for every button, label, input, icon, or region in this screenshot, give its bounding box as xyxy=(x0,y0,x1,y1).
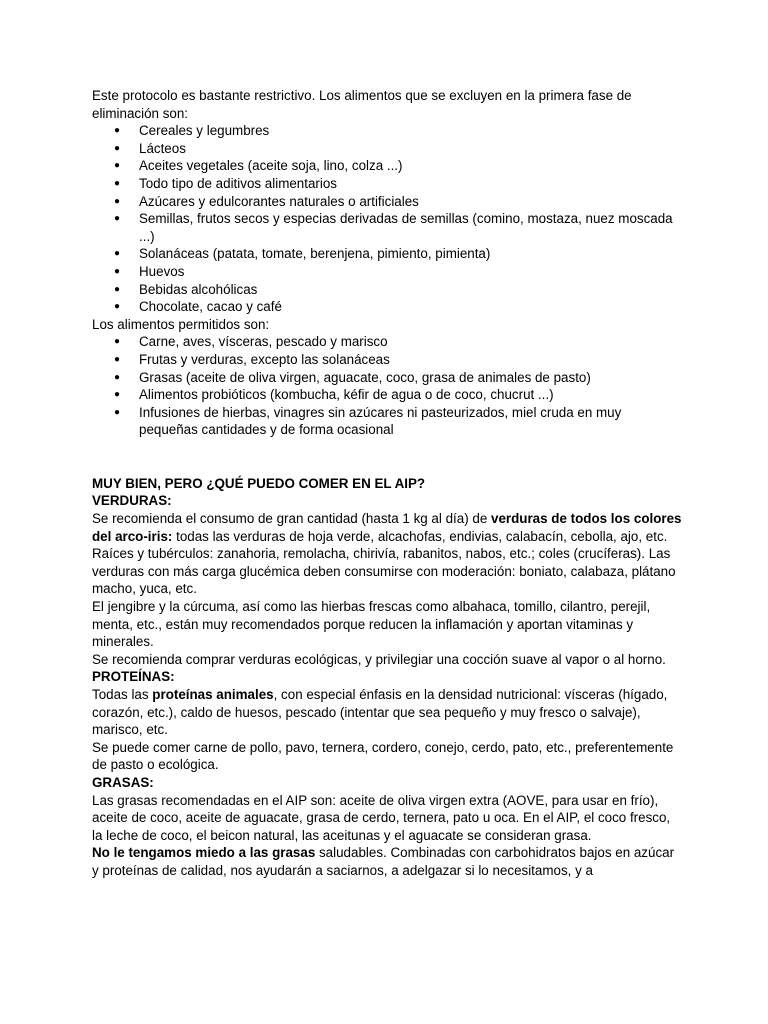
text-run: Se recomienda el consumo de gran cantidad (hasta 1 kg al día) de xyxy=(92,511,491,527)
proteinas-paragraph-1 xyxy=(92,686,682,739)
list-item-text: Aceites vegetales (aceite soja, lino, colza ...) xyxy=(139,158,403,174)
list-item-text: Grasas (aceite de oliva virgen, aguacate, coco, grasa de animales de pasto) xyxy=(139,369,591,385)
verduras-heading: VERDURAS: xyxy=(92,493,172,509)
text-run: Todas las xyxy=(92,687,153,702)
list-item-text: Cereales y legumbres xyxy=(139,123,270,139)
text-run: , con especial énfasis en la densidad nutricional: vísceras (hígado, corazón, etc.), caldo de huesos, pescado (intentar que sea pequeño y muy fresco o salvaje), marisco, etc. xyxy=(92,687,668,738)
section-heading: MUY BIEN, PERO ¿QUÉ PUEDO COMER EN EL AIP? xyxy=(92,475,426,491)
verduras-paragraph-1 xyxy=(92,510,682,598)
bullet-icon: ● xyxy=(114,142,121,154)
list-item-text: Infusiones de hierbas, vinagres sin azúcares ni pasteurizados, miel cruda en muy pequeñas cantidades y de forma ocasional xyxy=(139,404,622,438)
grasas-paragraph-2 xyxy=(92,844,682,879)
list-item xyxy=(92,333,682,351)
list-item xyxy=(92,281,682,299)
allowed-foods-list xyxy=(92,333,682,439)
list-item-text: Huevos xyxy=(139,263,185,279)
bullet-icon: ● xyxy=(114,195,121,207)
list-item-text: Lácteos xyxy=(139,140,186,156)
bullet-icon: ● xyxy=(114,213,121,225)
emphasis-text: proteínas animales xyxy=(152,687,274,702)
list-item xyxy=(92,386,682,404)
text-run: saludables. Combinadas con carbohidratos bajos en azúcar y proteínas de calidad, nos ayudarán a saciarnos, a adelgazar si lo necesitamos, y a xyxy=(92,845,675,878)
allowed-intro: Los alimentos permitidos son: xyxy=(92,316,270,332)
list-item xyxy=(92,369,682,387)
list-item xyxy=(92,210,682,245)
list-item xyxy=(92,157,682,175)
bullet-icon: ● xyxy=(114,160,121,172)
bullet-icon: ● xyxy=(114,265,121,277)
bullet-icon: ● xyxy=(114,283,121,295)
intro-paragraph: Este protocolo es bastante restrictivo. Los alimentos que se excluyen en la primera fase de eliminación son: xyxy=(92,88,632,121)
bullet-icon: ● xyxy=(114,371,121,383)
list-item-text: Todo tipo de aditivos alimentarios xyxy=(139,175,337,191)
bullet-icon: ● xyxy=(114,353,121,365)
text-run: todas las verduras de hoja verde, alcachofas, endivias, calabacín, cebolla, ajo, etc. Raíces y tubérculos: zanahoria, remolacha, chirivía, rabanitos, nabos, etc.; coles (crucíferas). Las verduras con más carga glucémica deben consumirse con moderación: boniato, calabaza, plátano macho, yuca, etc. xyxy=(92,528,676,597)
bullet-icon: ● xyxy=(114,406,121,418)
bullet-icon: ● xyxy=(114,248,121,260)
list-item xyxy=(92,122,682,140)
list-item-text: Alimentos probióticos (kombucha, kéfir de agua o de coco, chucrut ...) xyxy=(139,387,554,403)
list-item-text: Solanáceas (patata, tomate, berenjena, pimiento, pimienta) xyxy=(139,246,491,262)
list-item xyxy=(92,263,682,281)
grasas-paragraph-1: Las grasas recomendadas en el AIP son: aceite de oliva virgen extra (AOVE, para usar en frío), aceite de coco, aceite de aguacate, grasa de cerdo, ternera, pato u oca. En el AIP, el coco fresco, la leche de coco, el beicon natural, las aceitunas y el aguacate se consideran grasa. xyxy=(92,792,671,843)
list-item-text: Azúcares y edulcorantes naturales o artificiales xyxy=(139,193,419,209)
list-item xyxy=(92,140,682,158)
list-item-text: Chocolate, cacao y café xyxy=(139,299,282,315)
list-item xyxy=(92,245,682,263)
list-item xyxy=(92,175,682,193)
excluded-foods-list xyxy=(92,122,682,316)
bullet-icon: ● xyxy=(114,125,121,137)
list-item-text: Carne, aves, vísceras, pescado y marisco xyxy=(139,334,388,350)
document-page xyxy=(92,87,682,880)
proteinas-paragraph-2: Se puede comer carne de pollo, pavo, ternera, cordero, conejo, cerdo, pato, etc., preferentemente de pasto o ecológica. xyxy=(92,739,674,773)
bullet-icon: ● xyxy=(114,177,121,189)
bullet-icon: ● xyxy=(114,389,121,401)
list-item xyxy=(92,298,682,316)
bullet-icon: ● xyxy=(114,336,121,348)
bullet-icon: ● xyxy=(114,301,121,313)
verduras-paragraph-2: El jengibre y la cúrcuma, así como las hierbas frescas como albahaca, tomillo, cilantro, perejil, menta, etc., están muy recomendados porque reducen la inflamación y aportan vitaminas y minerales. xyxy=(92,599,651,650)
section-spacer xyxy=(92,439,682,475)
list-item xyxy=(92,351,682,369)
proteinas-heading: PROTEÍNAS: xyxy=(92,669,175,685)
verduras-paragraph-3: Se recomienda comprar verduras ecológicas, y privilegiar una cocción suave al vapor o al horno. xyxy=(92,651,666,667)
list-item-text: Semillas, frutos secos y especias derivadas de semillas (comino, mostaza, nuez moscada ...) xyxy=(139,211,673,244)
list-item-text: Frutas y verduras, excepto las solanáceas xyxy=(139,351,390,367)
list-item-text: Bebidas alcohólicas xyxy=(139,281,258,297)
list-item xyxy=(92,404,682,439)
grasas-heading: GRASAS: xyxy=(92,774,154,790)
emphasis-text: No le tengamos miedo a las grasas xyxy=(92,845,316,861)
emphasis-text: verduras de todos los colores del arco-iris: xyxy=(92,511,682,544)
list-item xyxy=(92,193,682,211)
